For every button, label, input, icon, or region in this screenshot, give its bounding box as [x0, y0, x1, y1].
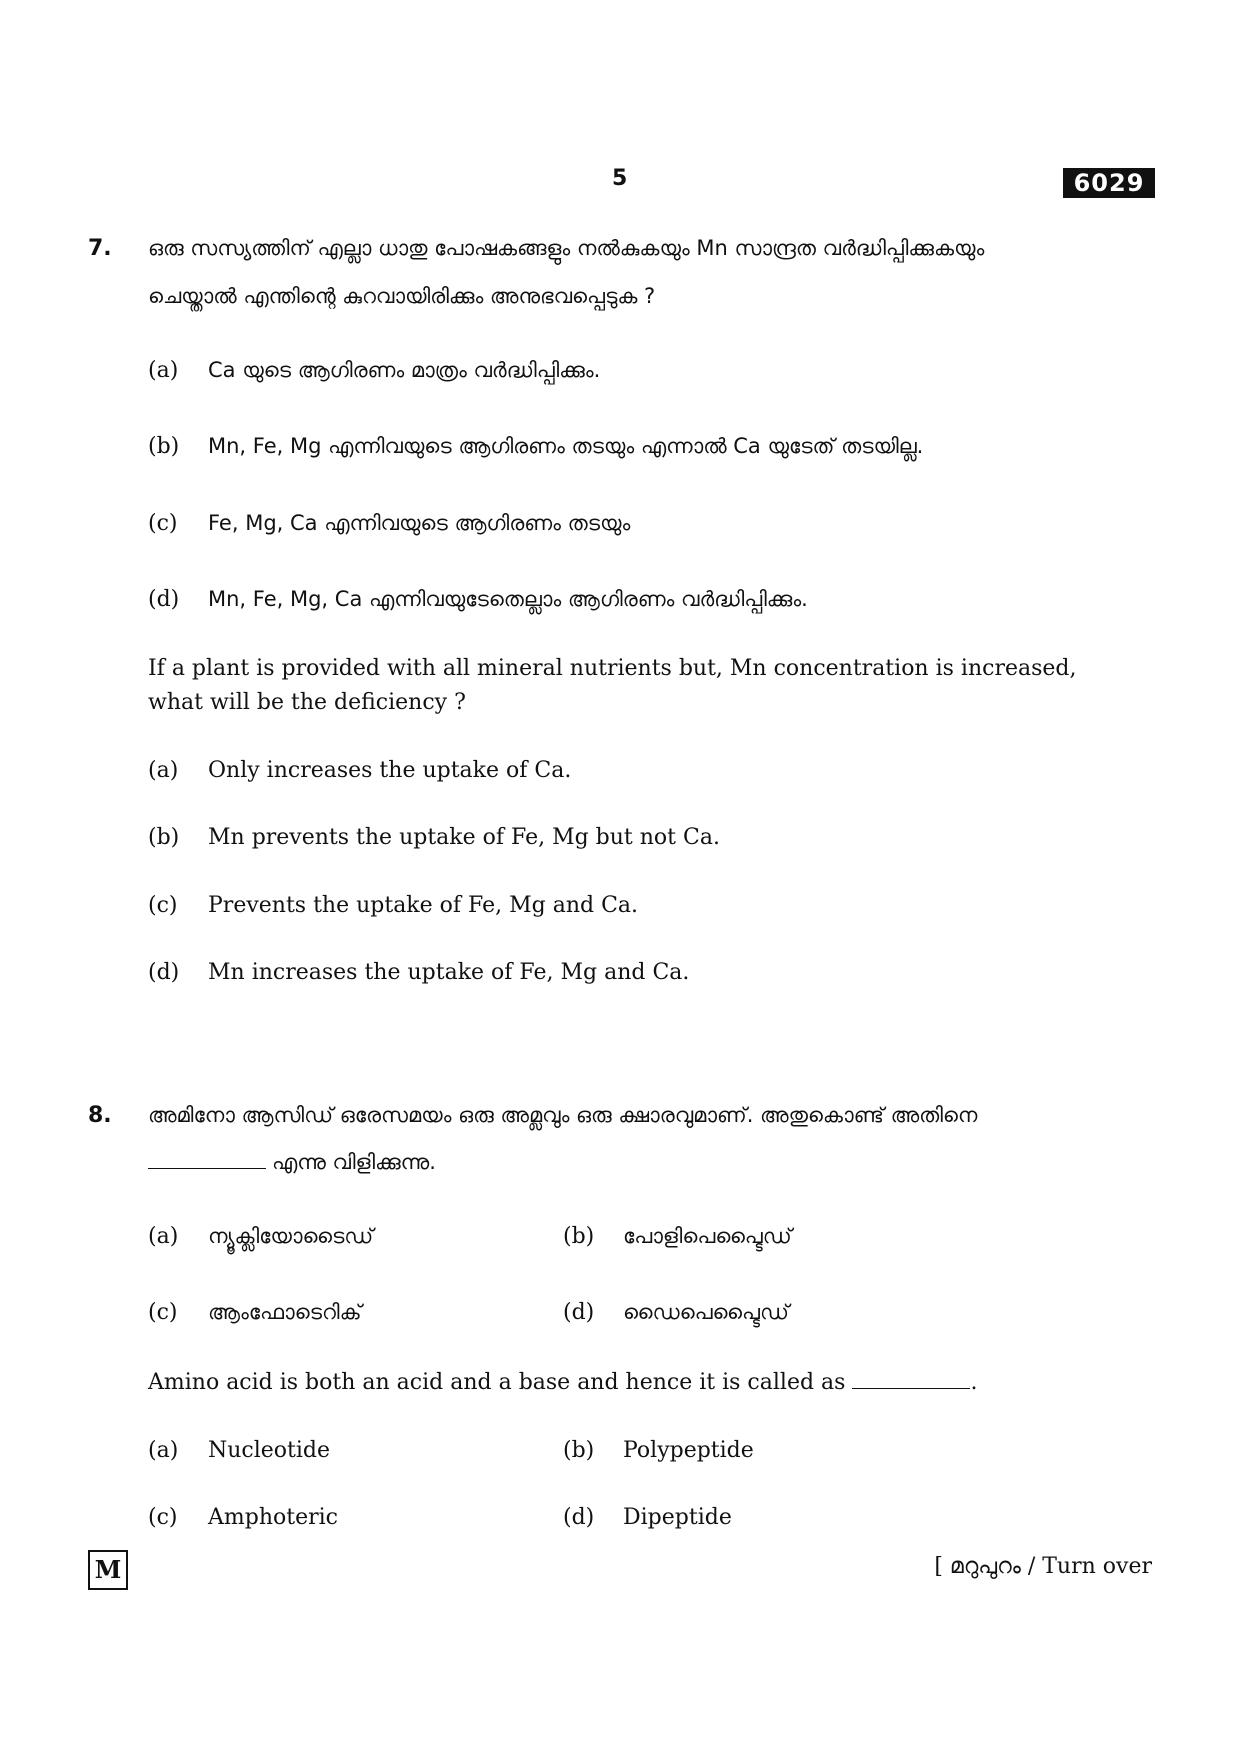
q7-en-option-b-label: (b): [148, 825, 180, 850]
q7-en-option-b-text: Mn prevents the uptake of Fe, Mg but not Ca.: [208, 825, 720, 850]
q8-en-option-c-text: Amphoteric: [208, 1505, 338, 1530]
answer-blank-english: [852, 1386, 970, 1389]
q7-en-option-c-text: Prevents the uptake of Fe, Mg and Ca.: [208, 893, 639, 918]
q8-en-option-b-text: Polypeptide: [623, 1438, 754, 1463]
q7-malayalam-stem-line-2: ചെയ്താൽ എന്തിന്റെ കുറവായിരിക്കും അനുഭവപ്പെടുക ?: [148, 284, 656, 308]
q7-en-option-d-label: (d): [148, 960, 180, 985]
q7-ml-option-d-text: Mn, Fe, Mg, Ca എന്നിവയുടേതെല്ലാം ആഗിരണം വർദ്ധിപ്പിക്കും.: [208, 587, 808, 611]
q8-ml-option-b-text: പോളിപെപ്ടൈഡ്: [623, 1224, 792, 1248]
q8-en-option-a-label: (a): [148, 1438, 179, 1463]
medium-mark-box: M: [88, 1550, 128, 1590]
q8-ml-option-c-text: ആംഫോടെറിക്: [208, 1300, 362, 1324]
q7-english-stem-line-1: If a plant is provided with all mineral nutrients but, Mn concentration is increased,: [148, 656, 1077, 681]
q8-english-stem: [148, 1370, 977, 1395]
q8-en-stem-text: Amino acid is both an acid and a base and hence it is called as: [148, 1370, 846, 1395]
q8-en-option-d-text: Dipeptide: [623, 1505, 732, 1530]
q8-en-option-a-text: Nucleotide: [208, 1438, 331, 1463]
q7-ml-option-a-label: (a): [148, 358, 179, 383]
q8-en-option-d-label: (d): [563, 1505, 595, 1530]
q7-ml-option-d-label: (d): [148, 587, 180, 612]
q8-ml-option-b-label: (b): [563, 1224, 595, 1249]
turn-over-note: [ മറുപുറം / Turn over: [934, 1554, 1152, 1579]
q8-ml-stem-suffix: എന്നു വിളിക്കുന്നു.: [272, 1150, 436, 1174]
q8-en-option-c-label: (c): [148, 1505, 178, 1530]
q8-en-option-b-label: (b): [563, 1438, 595, 1463]
q8-ml-option-c-label: (c): [148, 1300, 178, 1325]
q7-ml-option-b-label: (b): [148, 434, 180, 459]
q8-ml-option-d-label: (d): [563, 1300, 595, 1325]
answer-blank: [148, 1166, 266, 1169]
q7-ml-option-c-label: (c): [148, 511, 178, 536]
q7-en-option-d-text: Mn increases the uptake of Fe, Mg and Ca.: [208, 960, 690, 985]
q7-ml-option-a-text: Ca യുടെ ആഗിരണം മാത്രം വർദ്ധിപ്പിക്കും.: [208, 358, 601, 382]
q7-english-stem-line-2: what will be the deficiency ?: [148, 690, 466, 715]
q8-ml-option-a-label: (a): [148, 1224, 179, 1249]
q7-ml-option-b-text: Mn, Fe, Mg എന്നിവയുടെ ആഗിരണം തടയും എന്നാൽ Ca യുടേത് തടയില്ല.: [208, 434, 924, 458]
q8-ml-option-d-text: ഡൈപെപ്ടൈഡ്: [623, 1300, 789, 1324]
question-8-number: 8.: [88, 1103, 112, 1128]
page-number: 5: [612, 166, 628, 191]
q8-malayalam-stem-line-2: [148, 1150, 436, 1175]
q7-ml-option-c-text: Fe, Mg, Ca എന്നിവയുടെ ആഗിരണം തടയും: [208, 511, 631, 535]
q7-en-option-c-label: (c): [148, 893, 178, 918]
q7-en-option-a-text: Only increases the uptake of Ca.: [208, 758, 572, 783]
question-7-number: 7.: [88, 236, 112, 261]
q8-ml-option-a-text: ന്യൂക്ലിയോടൈഡ്: [208, 1224, 374, 1248]
q7-malayalam-stem-line-1: ഒരു സസ്യത്തിന് എല്ലാ ധാതു പോഷകങ്ങളും നൽകുകയും Mn സാന്ദ്രത വർദ്ധിപ്പിക്കുകയും: [148, 236, 985, 260]
q8-malayalam-stem-line-1: അമിനോ ആസിഡ് ഒരേസമയം ഒരു അമ്ലവും ഒരു ക്ഷാരവുമാണ്. അതുകൊണ്ട് അതിനെ: [148, 1103, 978, 1127]
paper-code-badge: 6029: [1063, 168, 1155, 198]
q8-en-stem-end: .: [970, 1370, 978, 1395]
q7-en-option-a-label: (a): [148, 758, 179, 783]
